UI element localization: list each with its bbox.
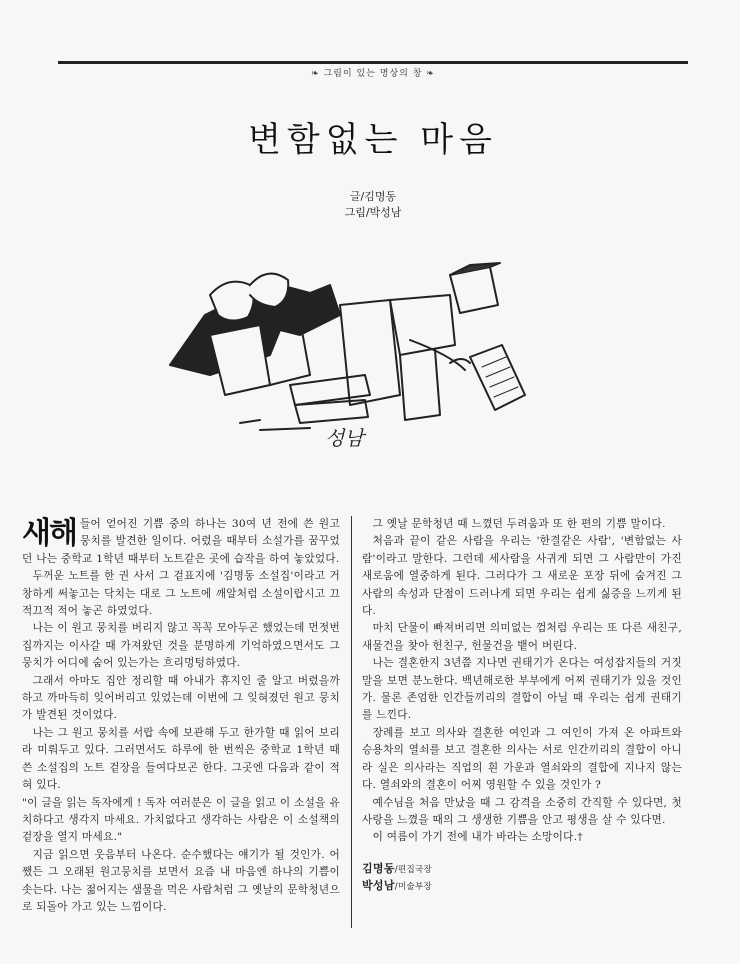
paragraph: 이 여름이 가기 전에 내가 바라는 소망이다.† — [372, 831, 583, 844]
article-right-column — [362, 516, 682, 895]
paragraph: 예수님을 처음 만났을 때 그 감격을 소중히 간직할 수 있다면, 첫사랑을 느꼈을 때의 그 생생한 기쁨을 안고 평생을 살 수 있다면. — [362, 796, 682, 826]
paragraph: 두꺼운 노트를 한 권 사서 그 겉표지에 '김명동 소설집'이라고 거창하게 써놓고는 닥치는 대로 그 노트에 깨알처럼 소설이랍시고 끄적끄적 적어 놓곤 하였었다. — [22, 570, 340, 618]
sketch-illustration — [150, 245, 600, 460]
column-divider — [351, 516, 352, 928]
paragraph: 그 옛날 문학청년 때 느꼈던 두려움과 또 한 편의 기쁨 말이다. — [372, 518, 666, 530]
paragraph: 그래서 아마도 집안 정리할 때 아내가 휴지인 줄 알고 버렸을까 하고 까마득히 잊어버리고 있었는데 이번에 그 잊혀졌던 원고 뭉치가 발견된 것이었다. — [22, 674, 340, 722]
quote-paragraph: "이 글을 읽는 독자에게 ! 독자 여러분은 이 글을 읽고 이 소설을 유치하다고 생각지 마세요. 가치없다고 생각하는 사람은 이 소설책의 겉장을 열지 마세요." — [22, 796, 340, 844]
paragraph: 나는 이 원고 뭉치를 버리지 않고 꼭꼭 모아두곤 했었는데 먼젓번 집까지는 이사갈 때 가져왔던 것을 분명하게 기억하였으면서도 그 뭉치가 어디에 숨어 있는가는 흐리멍텅하였다. — [22, 622, 340, 670]
artist-signature: 성남 — [325, 426, 364, 450]
illustrator-credit: 그림/박성남 — [344, 206, 402, 219]
dropcap: 새해 — [22, 516, 76, 551]
paragraph: 처음과 끝이 같은 사람을 우리는 '한결같은 사람', '변함없는 사람'이라고 말한다. 그런데 세사람을 사귀게 되면 그 사람만이 가진 새로움에 열중하게 된다. 그러다가 그 새로운 포장 뒤에 숨겨진 그 사람의 속성과 단점이 드러나게 되면 우리는 쉽게 싫증을 느끼게 된다. — [362, 535, 682, 618]
paragraph: 나는 결혼한지 3년쯤 지나면 권태기가 온다는 여성잡지들의 거짓말을 보면 분노한다. 백년해로한 부부에게 어찌 권태기가 있을 것인가. 물론 존엄한 인간들끼리의 결합이 아닐 때 우리는 쉽게 권태기를 느낀다. — [362, 657, 682, 722]
writer-credit: 글/김명동 — [349, 190, 397, 203]
artist-credit: 박성남/미술부장 — [362, 878, 432, 892]
article-title: 변함없는 마음 — [248, 120, 498, 160]
paragraph: 지금 읽으면 웃음부터 나온다. 순수했다는 얘기가 될 것인가. 어쨌든 그 오래된 원고뭉치를 보면서 요즘 내 마음엔 하나의 기쁨이 솟는다. 나는 젊어지는 샘물을 먹은 사람처럼 그 옛날의 문학청년으로 되돌아 가고 있는 느낌이다. — [22, 848, 340, 913]
paragraph: 새해 들어 얻어진 기쁨 중의 하나는 30여 년 전에 쓴 원고 뭉치를 발견한 일이다. 어렸을 때부터 소설가를 꿈꾸었던 나는 중학교 1학년 때부터 노트같은 곳에 습작을 하여 놓았었다. — [22, 516, 340, 565]
series-label: ❧ 그림이 있는 명상의 창 ❧ — [311, 69, 435, 79]
article-left-column — [22, 516, 340, 916]
paragraph: 나는 그 원고 뭉치를 서랍 속에 보관해 두고 한가할 때 읽어 보리라 미뤄두고 있다. 그러면서도 하루에 한 번씩은 중학교 1학년 때 쓴 소설집의 노트 겉장을 들여다보곤 한다. 그곳엔 다음과 같이 적혀 있다. — [22, 726, 340, 792]
top-rule — [58, 61, 688, 64]
paragraph: 마치 단물이 빠져버리면 의미없는 껌처럼 우리는 또 다른 새친구, 새물건을 찾아 헌친구, 헌물건을 뱉어 버린다. — [362, 622, 682, 652]
paragraph: 장례를 보고 의사와 결혼한 여인과 그 여인이 가져 온 아파트와 승용차의 열쇠를 보고 결혼한 의사는 서로 인간끼리의 결합이 아니라 실은 의사라는 직업의 흰 가운과 열쇠와의 결합에 지나지 않는다. 열쇠와의 결혼이 어찌 영원할 수 있을 것인가 ? — [362, 726, 682, 792]
author-credit: 김명동/편집국장 — [362, 861, 432, 875]
